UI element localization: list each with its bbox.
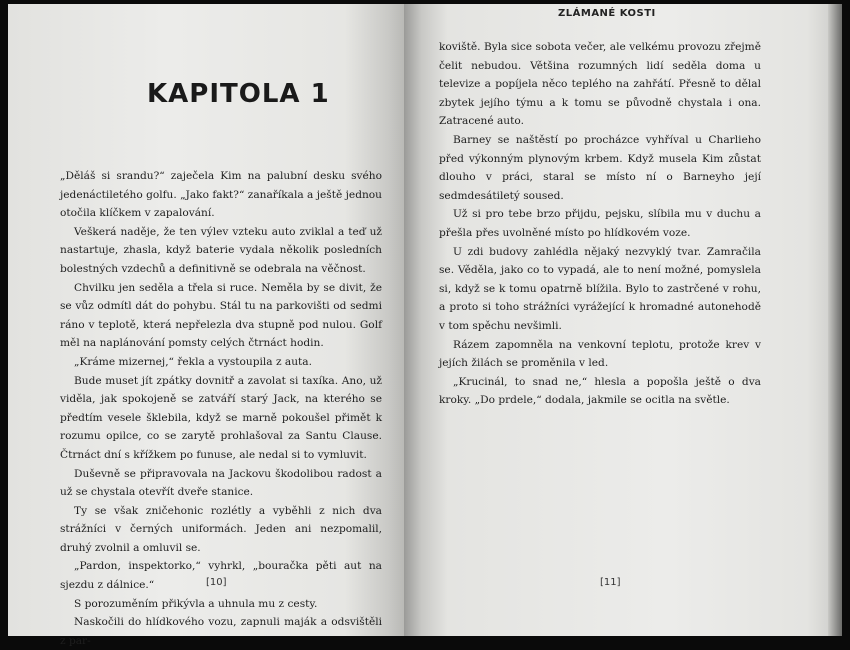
page-edge-shadow (828, 4, 842, 636)
paragraph: Barney se naštěstí po procházce vyhříval u Charlieho před výkonným plynovým krbem. Když musela Kim zůstat dlouho v práci, staral se místo ní o Barneyho její sedmdesátiletý soused. (439, 133, 761, 202)
paragraph: U zdi budovy zahlédla nějaký nezvyklý tvar. Zamračila se. Věděla, jako co to vypadá, ale to není možné, pomyslela si, když se k tomu opatrně blížila. Bylo to zastrčené v rohu, a proto si toho strážníci vyrážející k hromadné autonehodě v tom spěchu nevšimli. (439, 245, 761, 332)
paragraph: Rázem zapomněla na venkovní teplotu, protože krev v jejích žilách se proměnila v led. (439, 338, 761, 370)
bleed-through-text (38, 10, 338, 70)
paragraph: Chvilku jen seděla a třela si ruce. Neměla by se divit, že se vůz odmítl dát do pohybu. Stál tu na parkovišti od sedmi ráno v teplotě, která nepřelezla dva stupně pod nulou. Golf měl na naplánování pomsty celých čtrnáct hodin. (60, 281, 382, 350)
paragraph: „Děláš si srandu?“ zaječela Kim na palubní desku svého jedenáctiletého golfu. „Jako fakt?“ zanaříkala a ještě jednou otočila klíčkem v zapalování. (60, 170, 382, 220)
paragraph: „Krucinál, to snad ne,“ hlesla a popošla ještě o dva kroky. „Do prdele,“ dodala, jakmile se ocitla na světle. (439, 375, 761, 407)
chapter-title: KAPITOLA 1 (147, 79, 330, 109)
paragraph: Bude muset jít zpátky dovnitř a zavolat si taxíka. Ano, už viděla, jak spokojeně se zatváří starý Jack, na kterého se předtím vesele šklebila, když se marně pokoušel přimět k rozumu opilce, co se zarytě prohlašoval za Santu Clause. Čtrnáct dní s křížkem po funuse, ale nedal si to vymluvit. (60, 374, 382, 461)
paragraph: S porozuměním přikývla a uhnula mu z cesty. (74, 597, 318, 610)
paragraph: Duševně se připravovala na Jackovu škodolibou radost a už se chystala otevřít dveře stanice. (60, 467, 382, 499)
book-spread (8, 4, 842, 647)
paragraph: „Kráme mizernej,“ řekla a vystoupila z auta. (74, 355, 312, 368)
left-page (8, 4, 404, 647)
running-head: ZLÁMANÉ KOSTI (558, 8, 656, 19)
paragraph: Veškerá naděje, že ten výlev vzteku auto zviklal a teď už nastartuje, zhasla, když baterie vydala několik posledních bolestných vzdechů a definitivně se odebrala na věčnost. (60, 225, 382, 275)
paragraph: Už si pro tebe brzo přijdu, pejsku, slíbila mu v duchu a přešla přes uvolněné místo po hlídkovém voze. (439, 208, 761, 239)
paragraph: Ty se však zničehonic rozlétly a vyběhli z nich dva strážníci v černých uniformách. Jeden ani nezpomalil, druhý zvolnil a omluvil se. (60, 504, 382, 554)
paragraph: Naskočili do hlídkového vozu, zapnuli maják a odsvištěli z par- (60, 616, 382, 647)
paragraph: koviště. Byla sice sobota večer, ale velkému provozu zřejmě čelit nebudou. Většina rozumných lidí seděla doma u televize a popíjela něco teplého na zahřátí. Přesně to dělal zbytek jejího týmu a k tomu se původně chystala i ona. Zatracené auto. (439, 41, 761, 128)
right-body-text (439, 38, 761, 410)
paragraph: „Pardon, inspektorko,“ vyhrkl, „bouračka pěti aut na sjezdu z dálnice.“ (60, 560, 382, 592)
right-page (404, 4, 842, 636)
page-number: [10] (206, 577, 227, 588)
page-number: [11] (600, 577, 621, 588)
